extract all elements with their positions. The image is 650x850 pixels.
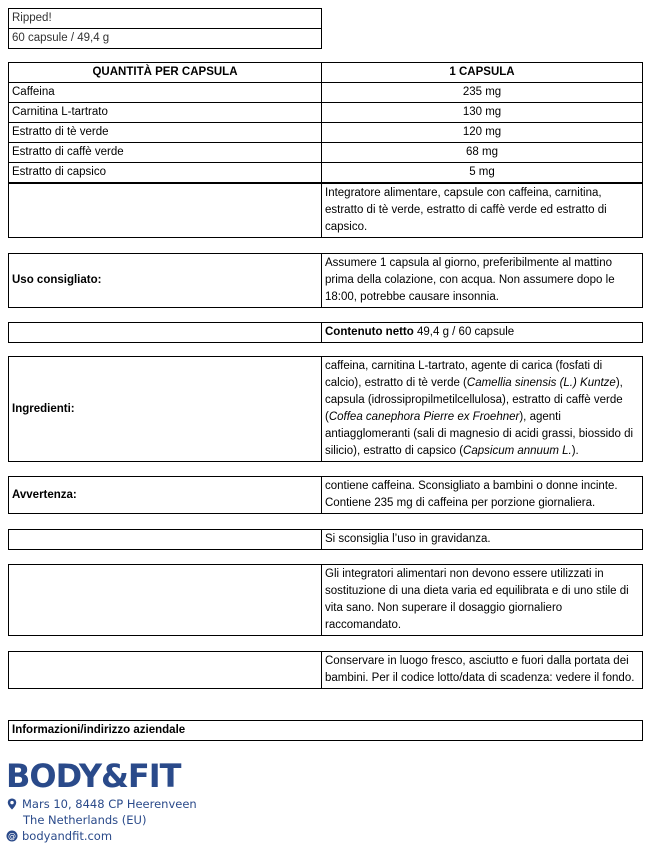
address-line-2: The Netherlands (EU) bbox=[23, 813, 147, 827]
table-row bbox=[9, 143, 643, 163]
storage-label-cell bbox=[9, 652, 322, 689]
at-icon bbox=[6, 830, 18, 842]
usage-label: Uso consigliato: bbox=[9, 254, 322, 308]
table-row bbox=[9, 103, 643, 123]
location-pin-icon bbox=[6, 798, 18, 810]
ingredients-latin-name: Coffea canephora Pierre ex Froehner bbox=[328, 411, 520, 423]
website-link[interactable]: bodyandfit.com bbox=[22, 829, 113, 843]
nutrient-name: Estratto di caffè verde bbox=[9, 143, 322, 163]
brand-logo: BODY&FIT bbox=[6, 757, 181, 795]
nutrient-value: 130 mg bbox=[322, 103, 643, 123]
nutrient-name: Estratto di tè verde bbox=[9, 123, 322, 143]
notice-table bbox=[8, 564, 643, 636]
ingredients-part: caffeina, carnitina L-tartrato, agente di carica (fosfati di calcio), estratto di tè verde ( bbox=[325, 360, 603, 389]
nutrient-name: Estratto di capsico bbox=[9, 163, 322, 183]
net-content-label: Contenuto netto bbox=[325, 326, 414, 338]
address-text: Mars 10, 8448 CP Heerenveen bbox=[22, 797, 197, 811]
nutrient-name: Carnitina L-tartrato bbox=[9, 103, 322, 123]
product-table bbox=[8, 8, 322, 49]
nutrition-table bbox=[8, 62, 643, 183]
table-row bbox=[9, 83, 643, 103]
net-content-table bbox=[8, 322, 643, 343]
nutrition-header-right: 1 CAPSULA bbox=[322, 63, 643, 83]
company-label: Informazioni/indirizzo aziendale bbox=[9, 721, 643, 741]
net-content bbox=[322, 323, 643, 343]
nutrient-name: Caffeina bbox=[9, 83, 322, 103]
supplement-notice: Gli integratori alimentari non devono essere utilizzati in sostituzione di una dieta varia ed equilibrata e di uno stile di vita sano. Non superare il dosaggio giornaliero raccomandato. bbox=[322, 565, 643, 636]
nutrient-value: 120 mg bbox=[322, 123, 643, 143]
company-table bbox=[8, 720, 643, 741]
website-line[interactable] bbox=[6, 828, 197, 844]
storage-table bbox=[8, 651, 643, 689]
description-text: Integratore alimentare, capsule con caffeina, carnitina, estratto di tè verde, estratto di caffè verde ed estratto di capsico. bbox=[322, 184, 643, 238]
pregnancy-text: Si sconsiglia l’uso in gravidanza. bbox=[322, 530, 643, 550]
ingredients-part: ), capsula (idrossipropilmetilcellulosa), estratto di caffè verde ( bbox=[325, 377, 623, 423]
table-row bbox=[9, 163, 643, 183]
net-content-label-cell bbox=[9, 323, 322, 343]
storage-text: Conservare in luogo fresco, asciutto e fuori dalla portata dei bambini. Per il codice lotto/data di scadenza: vedere il fondo. bbox=[322, 652, 643, 689]
ingredients-latin-name: Capsicum annuum L. bbox=[463, 445, 572, 457]
pregnancy-table bbox=[8, 529, 643, 550]
ingredients-part: ), agenti antiagglomeranti (sali di magnesio di acidi grassi, biossido di silicio), estratto di capsico ( bbox=[325, 411, 634, 457]
ingredients-part: ). bbox=[571, 445, 579, 457]
description-table bbox=[8, 183, 643, 238]
address-line-1 bbox=[6, 796, 197, 812]
product-name: Ripped! bbox=[9, 9, 322, 29]
svg-text:@: @ bbox=[8, 831, 16, 841]
ingredients-table bbox=[8, 356, 643, 462]
pregnancy-label-cell bbox=[9, 530, 322, 550]
nutrient-value: 235 mg bbox=[322, 83, 643, 103]
product-pack: 60 capsule / 49,4 g bbox=[9, 29, 322, 49]
description-label-cell bbox=[9, 184, 322, 238]
warning-label: Avvertenza: bbox=[9, 477, 322, 514]
nutrient-value: 68 mg bbox=[322, 143, 643, 163]
ingredients-label: Ingredienti: bbox=[9, 357, 322, 462]
ingredients-latin-name: Camellia sinensis (L.) Kuntze bbox=[466, 377, 616, 389]
warning-table bbox=[8, 476, 643, 514]
ingredients-text bbox=[322, 357, 643, 462]
warning-text: contiene caffeina. Sconsigliato a bambini o donne incinte. Contiene 235 mg di caffeina per porzione giornaliera. bbox=[322, 477, 643, 514]
nutrition-header-left: QUANTITÀ PER CAPSULA bbox=[9, 63, 322, 83]
nutrient-value: 5 mg bbox=[322, 163, 643, 183]
usage-text: Assumere 1 capsula al giorno, preferibilmente al mattino prima della colazione, con acqua. Non assumere dopo le 18:00, potrebbe causare insonnia. bbox=[322, 254, 643, 308]
table-row bbox=[9, 123, 643, 143]
net-content-value: 49,4 g / 60 capsule bbox=[413, 326, 515, 338]
notice-label-cell bbox=[9, 565, 322, 636]
company-brand bbox=[6, 757, 197, 844]
usage-table bbox=[8, 253, 643, 308]
